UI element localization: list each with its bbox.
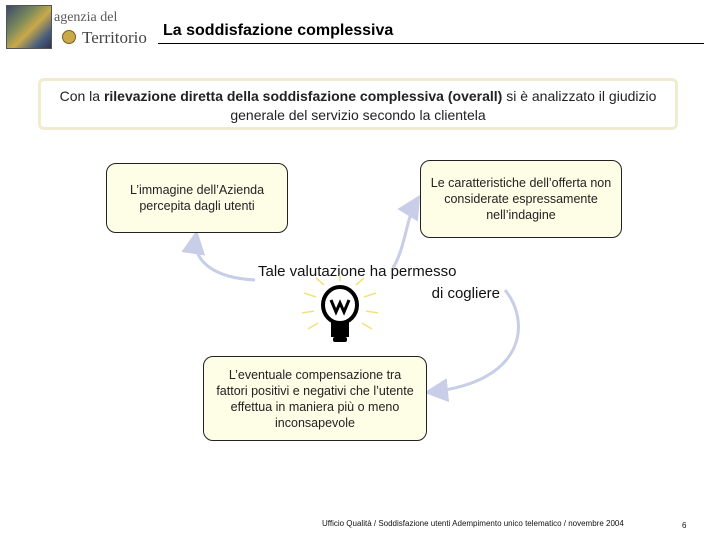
card-bottom-text: L’eventuale compensazione tra fattori positivi e negativi che l’utente effettua in maniera più o meno inconsapevole: [216, 367, 414, 430]
intro-prefix: Con la: [59, 88, 104, 104]
page-title: La soddisfazione complessiva: [163, 22, 394, 39]
arrow-to-right-card: [393, 200, 417, 268]
logo-line1: agenzia del: [54, 10, 118, 25]
arrow-to-left-card: [196, 236, 255, 280]
intro-bold: rilevazione diretta della soddisfazione complessiva (overall): [103, 88, 503, 104]
arrow-to-bottom-card: [430, 290, 518, 392]
card-company-image: [106, 163, 288, 233]
card-compensation: [203, 356, 427, 441]
center-line1: Tale valutazione ha permesso: [258, 263, 457, 280]
page-number: 6: [682, 521, 687, 530]
footer-text: Ufficio Qualità / Soddisfazione utenti Adempimento unico telematico / novembre 2004: [322, 519, 624, 528]
lightbulb-icon: [300, 275, 380, 345]
card-left-text: L’immagine dell’Azienda percepita dagli utenti: [129, 183, 265, 213]
logo-line2: Territorio: [82, 28, 147, 47]
center-line2: di cogliere: [431, 285, 500, 302]
card-right-text: Le caratteristiche dell’offerta non considerate espressamente nell’indagine: [430, 176, 612, 222]
card-offer-features: [420, 160, 622, 238]
intro-suffix: si è analizzato il giudizio generale del servizio secondo la clientela: [230, 88, 657, 123]
